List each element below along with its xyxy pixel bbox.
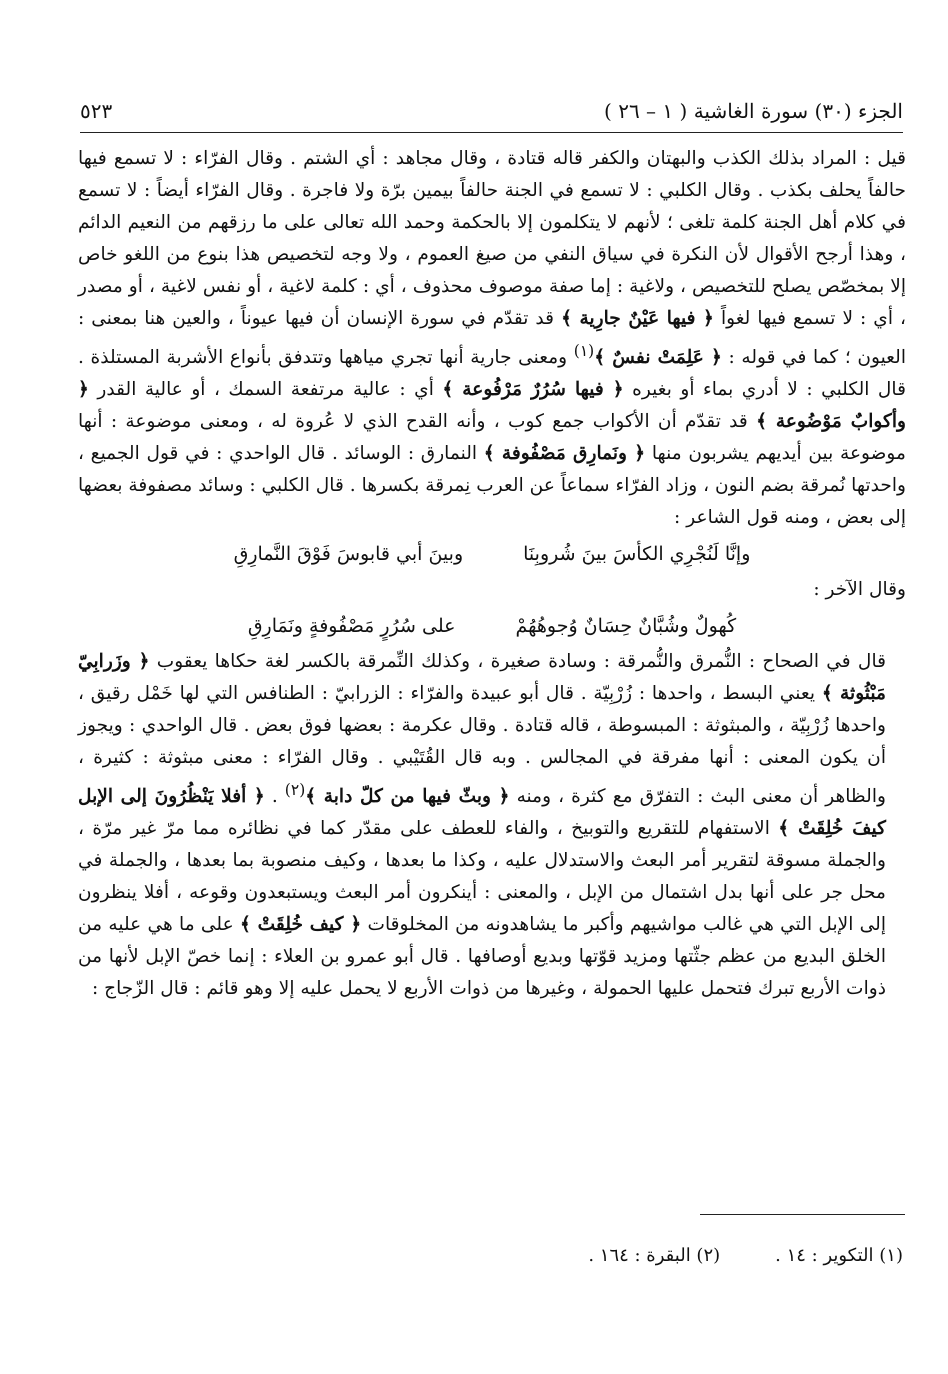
paragraph <box>78 574 906 606</box>
verse-hemistich: وبينَ أبي قابوسَ فَوْقَ النَّمارِقِ <box>233 543 464 566</box>
quran-quote: ﴿ وأكوابٌ مَوْضُوعة ﴾ <box>78 379 906 433</box>
paragraph: قال في الصحاح : النُّمرق والنُّمرقة : وسادة صغيرة ، وكذلك النِّمرقة بالكسر لغة حكاها يعقوب ﴿ وزَرابِيّ مَبْثُوثة ﴾ يعني البسط ، واحدها : زُرْبِيّة . قال أبو عبيدة والفرّاء : الزرابيّ : الطنافس التي لها خَمْل رقيق ، واحدها زُرْبِيّة ، والمبثوثة : المبسوطة ، قاله قتادة . وقال عكرمة : بعضها فوق بعض . قال الواحدي : ويجوز أن يكون المعنى : أنها مفرقة في المجالس . وبه قال القُتَيْبي . وقال الفرّاء : معنى مبثوثة : كثيرة ، والظاهر أن معنى البث : التفرّق مع كثرة ، ومنه ﴿ وبثّ فيها من كلّ دابة ﴾$^{(٢)}$ . ﴿ أفلا يَنْظُرُونَ إلى الإبل كيفَ خُلِقَتْ ﴾ الاستفهام للتقريع والتوبيخ ، والفاء للعطف على مقدّر كما في نظائره مما مرّ غير مرّة ، والجملة مسوقة لتقرير أمر البعث والاستدلال عليه ، وكذا ما بعدها ، وكيف منصوبة بما بعدها ، والجملة في محل جر على أنها بدل اشتمال من الإبل ، والمعنى : أينكرون أمر البعث ويستبعدون وقوعه ، أفلا ينظرون إلى الإبل التي هي غالب مواشيهم وأكبر ما يشاهدونه من المخلوقات ﴿ كيف خُلِقَتْ ﴾ على ما هي عليه من الخلق البديع من عظم جثّتها ومزيد قوّتها وبديع أوصافها . قال أبو عمرو بن العلاء : إنما خصّ الإبل لأنها من ذوات الأربع تبرك فتحمل عليها الحمولة ، وغيرها من ذوات الأربع لا يحمل عليه إلا وهو قائم : قال الزّجاج : <box>78 651 887 1000</box>
verse-hemistich: وإنَّا لَنُجْرِي الكأسَ بينَ شُروبِنَا <box>523 543 751 566</box>
text-run: قيل : المراد بذلك الكذب والبهتان والكفر قاله قتادة ، وقال مجاهد : أي الشتم . وقال الفرّاء : لا تسمع فيها حالفاً يحلف بكذب . وقال الكلبي : لا تسمع في الجنة حالفاً بيمين برّة ولا فاجرة . وقال الفرّاء أيضاً : لا تسمع في كلام أهل الجنة كلمة تلغى ؛ لأنهم لا يتكلمون إلا بالحكمة وحمد الله تعالى على ما رزقهم من النعيم الدائم ، وهذا أرجح الأقوال لأن النكرة في سياق النفي من صيغ العموم ، ولا وجه لتخصيص هذا بنوع من اللغو خاص إلا بمخصّص يصلح للتخصيص ، ولاغية : إما صفة موصوف محذوف ، أي : كلمة لاغية ، أو نفس لاغية ، أو مصدر ، أي : لا تسمع فيها لغواً <box>78 148 906 329</box>
footnote: (١) التكوير : ١٤ . <box>775 1245 903 1266</box>
quran-quote: ﴿ وزَرابِيّ مَبْثُوثة ﴾ <box>78 651 886 705</box>
footnote-ref: (٢) <box>284 781 306 800</box>
text-run: وقال الآخر : <box>813 579 906 601</box>
quran-quote: ﴿ أفلا يَنْظُرُونَ إلى الإبل كيفَ خُلِقَتْ ﴾ <box>78 786 886 840</box>
footnote-ref: (١) <box>573 342 595 360</box>
text-run: قال في الصحاح : النُّمرق والنُّمرقة : وسادة صغيرة ، وكذلك النِّمرقة بالكسر لغة حكاها يعقوب <box>156 651 886 673</box>
text-run: قد تقدّم في سورة الإنسان أن فيها عيوناً ، والعين هنا بمعنى : العيون ؛ كما في قوله : <box>78 308 906 369</box>
footnote: (٢) البقرة : ١٦٤ . <box>588 1245 721 1266</box>
main-text <box>78 143 906 1005</box>
page-header <box>80 96 903 126</box>
quran-quote: ﴿ كيف خُلِقَتْ ﴾ <box>239 914 362 936</box>
page-number: ٥٢٣ <box>80 99 113 123</box>
text-run: قد تقدّم أن الأكواب جمع كوب ، وأنه القدح الذي لا عُروة له ، ومعنى موضوعة : أنها موضوعة بين أيديهم يشربون منها <box>78 411 906 465</box>
footnotes <box>588 1245 903 1266</box>
quran-quote: ﴿ فيها عَيْنٌ جارِية ﴾ <box>561 308 714 329</box>
text-run: النمارق : الوسائد . قال الواحدي : في قول الجميع ، واحدتها نُمرقة بضم النون ، وزاد الفرّاء سماعاً عن العرب نِمرقة بكسرها . قال الكلبي : وسائد مصفوفة بعضها إلى بعض ، ومنه قول الشاعر : <box>77 443 906 529</box>
poetry-verse <box>78 610 906 642</box>
text-run: الاستفهام للتقريع والتوبيخ ، والفاء للعطف على مقدّر كما في نظائره مما مرّ غير مرّة ، والجملة مسوقة لتقرير أمر البعث والاستدلال عليه ، وكذا ما بعدها ، وكيف منصوبة بما بعدها ، والجملة في محل جر على أنها بدل اشتمال من الإبل ، والمعنى : أينكرون أمر البعث ويستبعدون وقوعه ، أفلا ينظرون إلى الإبل التي هي غالب مواشيهم وأكبر ما يشاهدونه من المخلوقات <box>78 818 887 936</box>
running-title: الجزء (٣٠) سورة الغاشية ( ١ – ٢٦ ) <box>604 99 903 123</box>
quran-quote: ﴿ وبثّ فيها من كلّ دابة ﴾ <box>305 786 510 808</box>
quran-quote: ﴿ عَلِمَتْ نفسٌ ﴾ <box>594 347 722 369</box>
quran-quote: ﴿ فيها سُرُرٌ مَرْفُوعة ﴾ <box>442 379 624 401</box>
verse-hemistich: كُهولٌ وشُبَّانٌ حِسَانٌ وُجوهُهُمْ <box>515 615 737 638</box>
text-run: أي : عالية مرتفعة السمك ، أو عالية القدر <box>97 379 434 401</box>
paragraph <box>78 143 906 534</box>
quran-quote: ﴿ ونَمارِق مَصْفُوفة ﴾ <box>483 443 646 465</box>
footnote-divider <box>700 1214 905 1215</box>
text-run: على ما هي عليه من الخلق البديع من عظم جثّتها ومزيد قوّتها وبديع أوصافها . قال أبو عمرو بن العلاء : إنما خصّ الإبل لأنها من ذوات الأربع تبرك فتحمل عليها الحمولة ، وغيرها من ذوات الأربع لا يحمل عليه إلا وهو قائم : قال الزّجاج : <box>78 914 886 1000</box>
header-divider <box>80 132 903 133</box>
verse-hemistich: على سُرُرٍ مَصْفُوفةٍ ونَمَارِقِ <box>247 615 456 638</box>
text-run: يعني البسط ، واحدها : زُرْبِيّة . قال أبو عبيدة والفرّاء : الزرابيّ : الطنافس التي لها خَمْل رقيق ، واحدها زُرْبِيّة ، والمبثوثة : المبسوطة ، قاله قتادة . وقال عكرمة : بعضها فوق بعض . قال الواحدي : ويجوز أن يكون المعنى : أنها مفرقة في المجالس . وبه قال القُتَيْبي . وقال الفرّاء : معنى مبثوثة : كثيرة ، والظاهر أن معنى البث : التفرّق مع كثرة ، ومنه <box>78 683 886 808</box>
text-run: ومعنى جارية أنها تجري مياهها وتتدفق بأنواع الأشربة المستلذة . قال الكلبي : لا أدري بماء أو بغيره <box>78 347 906 401</box>
poetry-verse <box>78 538 906 570</box>
